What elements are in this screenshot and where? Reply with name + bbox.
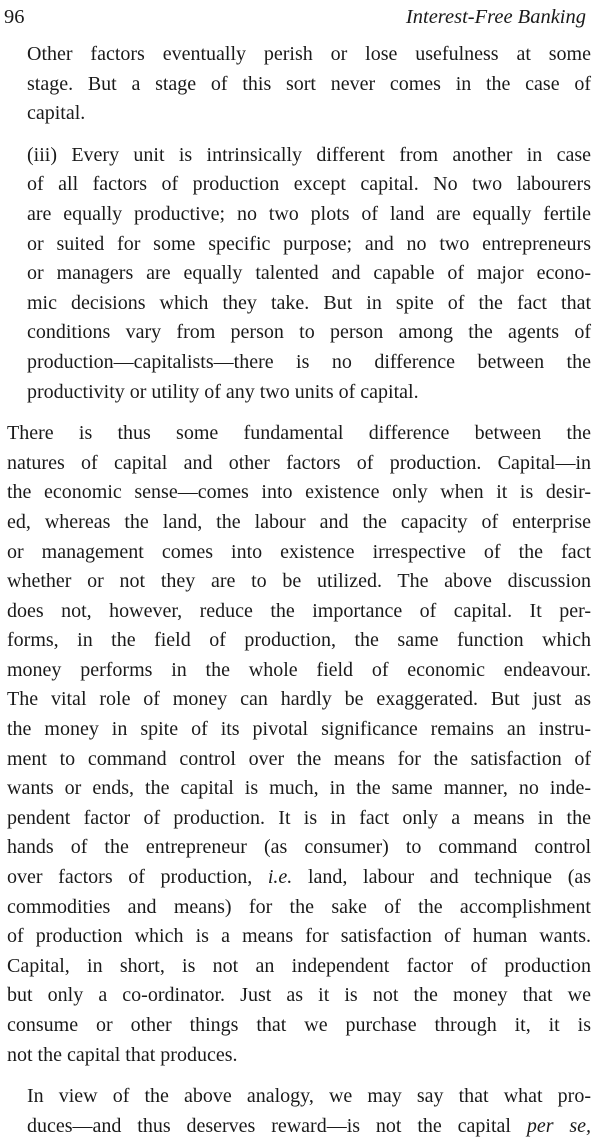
text-line: whether or not they are to be utilized. The above discussion (7, 570, 591, 593)
text-line: natures of capital and other factors of production. Capital—in (7, 451, 591, 474)
text-line: stage. But a stage of this sort never comes in the case of (27, 72, 591, 95)
text-line: There is thus some fundamental difference between the (7, 422, 591, 445)
text-line: (iii) Every unit is intrinsically different from another in case (27, 143, 591, 166)
text-line: but only a co-ordinator. Just as it is not the money that we (7, 984, 591, 1007)
text-line: money performs in the whole field of economic endeavour. (7, 658, 591, 681)
paragraph-2 (27, 141, 591, 407)
text-line: commodities and means) for the sake of the accomplishment (7, 895, 591, 918)
text-line: or suited for some specific purpose; and no two entrepreneurs (27, 232, 591, 255)
text-line: pendent factor of production. It is in fact only a means in the (7, 806, 591, 829)
page-number: 96 (4, 6, 25, 28)
text-line: production—capitalists—there is no difference between the (27, 350, 591, 373)
text-line: Capital, in short, is not an independent factor of production (7, 954, 591, 977)
text-line-mixed (7, 863, 591, 893)
text-line: In view of the above analogy, we may say that what pro- (27, 1085, 591, 1108)
paragraph-1 (27, 40, 591, 129)
text-line: are equally productive; no two plots of land are equally fertile (27, 202, 591, 225)
text-line: or management comes into existence irrespective of the fact (7, 540, 591, 563)
text-line: consume or other things that we purchase through it, it is (7, 1014, 591, 1036)
text-line: The vital role of money can hardly be exaggerated. But just as (7, 688, 591, 711)
text-segment: over factors of production, (7, 866, 253, 889)
text-line: of production which is a means for satisfaction of human wants. (7, 925, 591, 948)
text-line-mixed (27, 1112, 591, 1141)
page-header (4, 2, 586, 32)
paragraph-4 (27, 1082, 591, 1141)
text-line: does not, however, reduce the importance of capital. It per- (7, 599, 591, 622)
paragraph-3 (7, 419, 591, 1070)
text-segment: land, labour and technique (as (292, 866, 592, 889)
running-head: Interest-Free Banking (405, 6, 586, 28)
text-line: mic decisions which they take. But in spite of the fact that (27, 291, 591, 314)
text-segment: duces—and thus deserves reward—is not the capital (27, 1114, 511, 1137)
text-line: ment to command control over the means for the satisfaction of (7, 747, 591, 770)
text-line: ed, whereas the land, the labour and the capacity of enterprise (7, 510, 591, 533)
text-line: or managers are equally talented and capable of major econo- (27, 262, 591, 285)
body-text (7, 40, 592, 1141)
text-line: forms, in the field of production, the same function which (7, 629, 591, 652)
text-line: the money in spite of its pivotal significance remains an instru- (7, 718, 591, 741)
text-line: of all factors of production except capital. No two labourers (27, 173, 591, 196)
text-line: not the capital that produces. (7, 1043, 238, 1066)
text-line: wants or ends, the capital is much, in the same manner, no inde- (7, 777, 591, 800)
italic-phrase: per se, (526, 1114, 592, 1137)
text-line: Other factors eventually perish or lose usefulness at some (27, 43, 591, 65)
text-line: productivity or utility of any two units of capital. (27, 380, 419, 403)
text-line: conditions vary from person to person among the agents of (27, 321, 591, 344)
text-line: capital. (27, 102, 86, 125)
text-line: the economic sense—comes into existence only when it is desir- (7, 481, 591, 504)
italic-abbreviation: i.e. (267, 866, 293, 889)
text-line: hands of the entrepreneur (as consumer) to command control (7, 836, 591, 859)
